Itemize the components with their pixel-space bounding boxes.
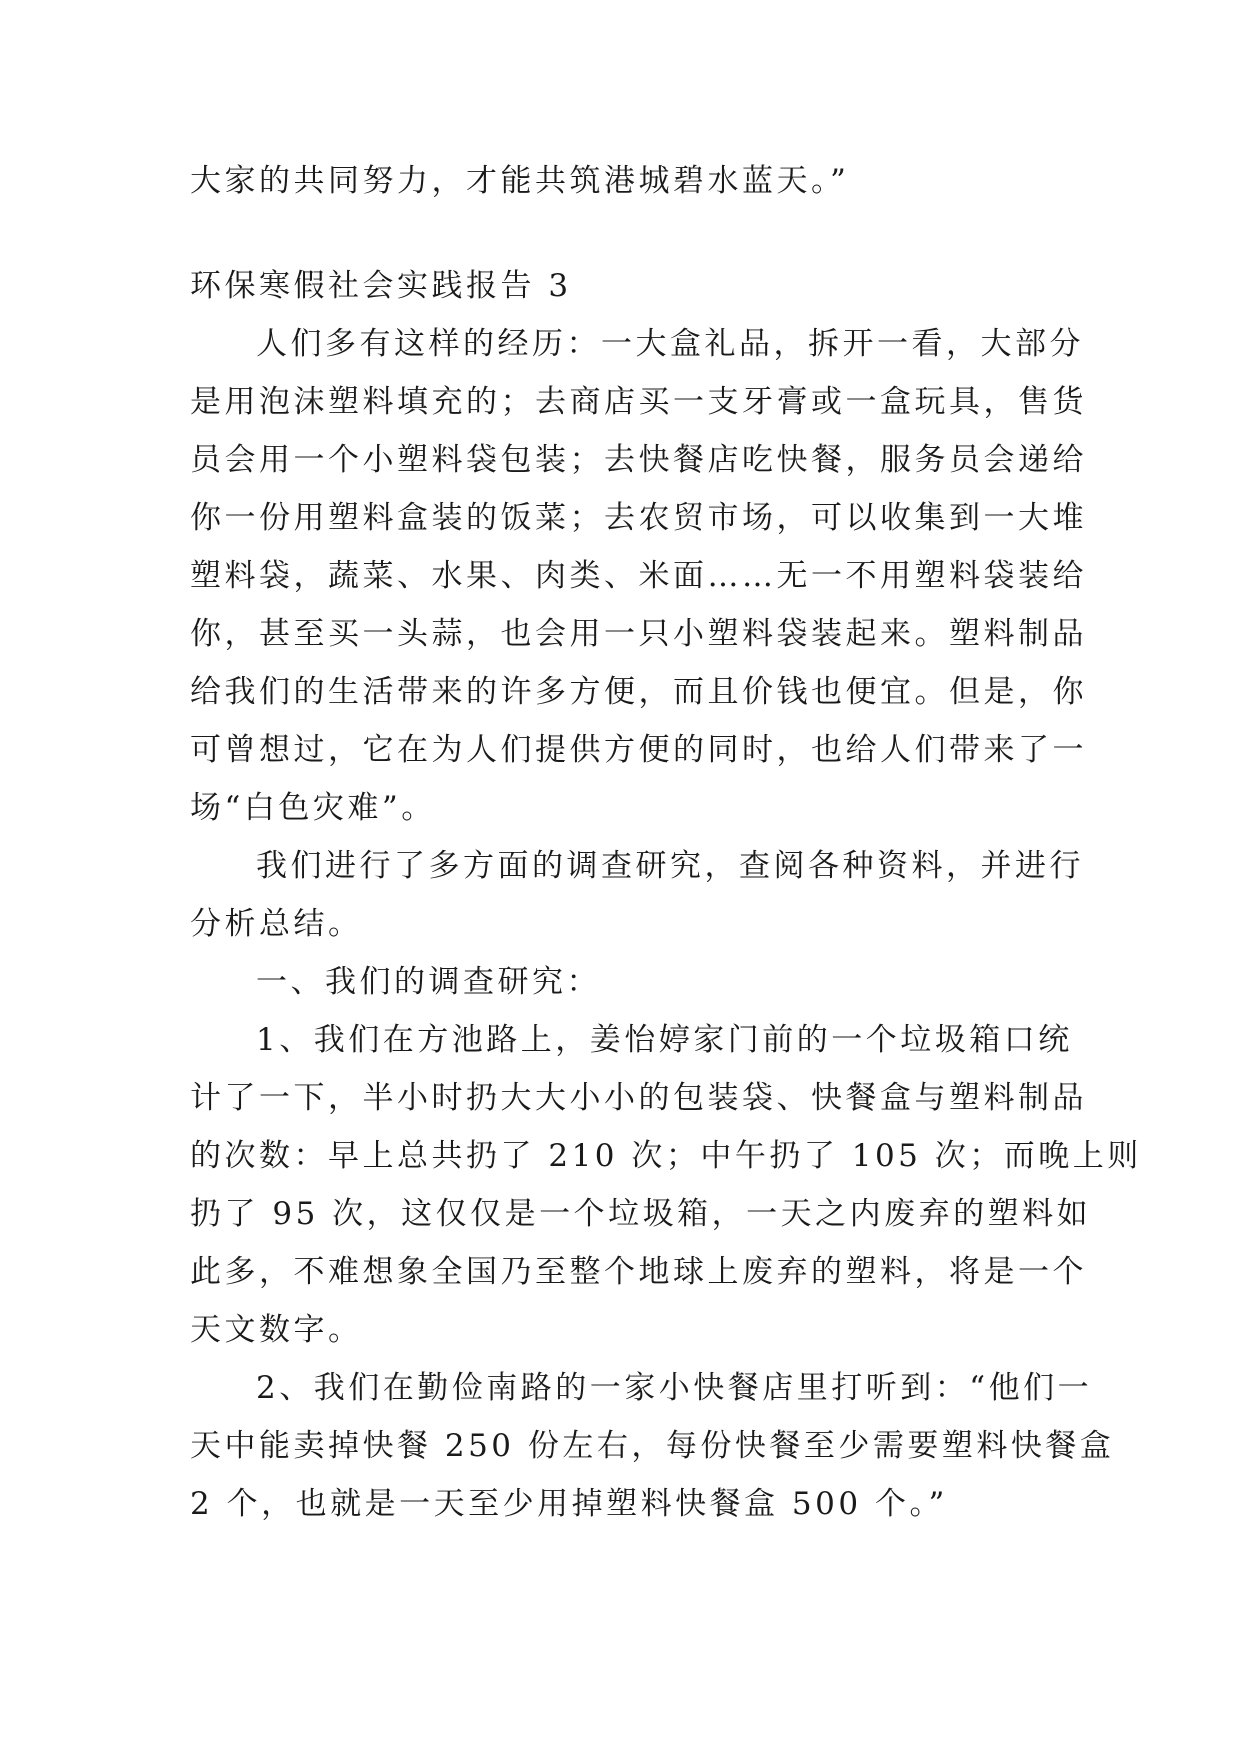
paragraph-line: 计了一下，半小时扔大大小小的包装袋、快餐盒与塑料制品 [190, 1080, 1087, 1116]
paragraph-3 [190, 953, 1050, 1011]
paragraph-line: 天中能卖掉快餐 250 份左右，每份快餐至少需要塑料快餐盒 [190, 1428, 1115, 1464]
paragraph-line: 的次数：早上总共扔了 210 次；中午扔了 105 次；而晚上则 [190, 1138, 1142, 1174]
paragraph-line: 分析总结。 [190, 906, 363, 942]
paragraph-1 [190, 315, 1087, 837]
section-heading: 环保寒假社会实践报告 3 [190, 268, 572, 304]
paragraph-4 [190, 1011, 1142, 1359]
paragraph-2 [190, 837, 1084, 953]
paragraph-line: 扔了 95 次，这仅仅是一个垃圾箱，一天之内废弃的塑料如 [190, 1196, 1092, 1232]
paragraph-line: 一、我们的调查研究： [256, 964, 601, 1000]
paragraph-line: 天文数字。 [190, 1312, 363, 1348]
paragraph-line: 你一份用塑料盒装的饭菜；去农贸市场，可以收集到一大堆 [190, 500, 1087, 536]
paragraph-line: 塑料袋，蔬菜、水果、肉类、米面……无一不用塑料袋装给 [190, 558, 1087, 594]
paragraph-line: 你，甚至买一头蒜，也会用一只小塑料袋装起来。塑料制品 [190, 616, 1087, 652]
paragraph-line: 2 个，也就是一天至少用掉塑料快餐盒 500 个。” [190, 1486, 948, 1522]
paragraph-line: 场“白色灾难”。 [190, 790, 436, 826]
paragraph-line: 1、我们在方池路上，姜怡婷家门前的一个垃圾箱口统 [256, 1022, 1073, 1058]
document-page [190, 152, 1142, 1533]
paragraph-line: 给我们的生活带来的许多方便，而且价钱也便宜。但是，你 [190, 674, 1087, 710]
paragraph-line: 此多，不难想象全国乃至整个地球上废弃的塑料，将是一个 [190, 1254, 1087, 1290]
paragraph-line: 员会用一个小塑料袋包装；去快餐店吃快餐，服务员会递给 [190, 442, 1087, 478]
continued-text-line: 大家的共同努力，才能共筑港城碧水蓝天。” [190, 163, 850, 199]
paragraph-line: 我们进行了多方面的调查研究，查阅各种资料，并进行 [256, 848, 1084, 884]
paragraph-line: 2、我们在勤俭南路的一家小快餐店里打听到：“他们一 [256, 1370, 1093, 1406]
paragraph-line: 可曾想过，它在为人们提供方便的同时，也给人们带来了一 [190, 732, 1087, 768]
paragraph-5 [190, 1359, 1115, 1533]
section-gap [190, 210, 1050, 257]
paragraph-line: 人们多有这样的经历：一大盒礼品，拆开一看，大部分 [256, 326, 1084, 362]
paragraph-line: 是用泡沫塑料填充的；去商店买一支牙膏或一盒玩具，售货 [190, 384, 1087, 420]
